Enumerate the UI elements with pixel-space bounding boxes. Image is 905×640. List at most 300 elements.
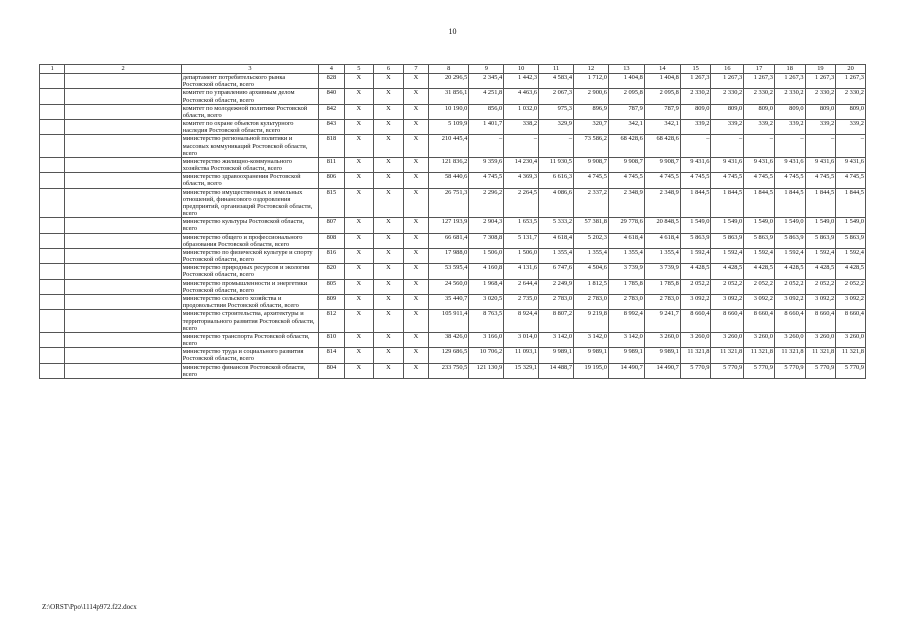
amount-cell: 2 067,3 <box>539 89 574 104</box>
amount-cell: 809,0 <box>744 104 775 119</box>
amount-cell: 2 052,2 <box>680 279 711 294</box>
amount-cell: – <box>680 135 711 158</box>
column-header: 12 <box>574 65 609 74</box>
table-row <box>40 264 866 279</box>
amount-cell: 1 355,4 <box>539 248 574 263</box>
amount-cell: 1 592,4 <box>774 248 805 263</box>
amount-cell: 2 348,9 <box>608 188 644 218</box>
column-header: 17 <box>744 65 775 74</box>
amount-cell: 5 863,9 <box>805 233 836 248</box>
marker-cell: X <box>374 89 404 104</box>
agency-code-cell: 805 <box>319 279 344 294</box>
empty-cell <box>40 310 65 333</box>
amount-cell: 896,9 <box>574 104 609 119</box>
amount-cell: – <box>836 135 866 158</box>
marker-cell: X <box>374 279 404 294</box>
table-row <box>40 74 866 89</box>
amount-cell: 1 267,3 <box>836 74 866 89</box>
empty-cell <box>65 348 181 363</box>
agency-code-cell: 807 <box>319 218 344 233</box>
amount-cell: 3 260,0 <box>744 332 775 347</box>
amount-cell: 4 618,4 <box>608 233 644 248</box>
agency-code-cell: 818 <box>319 135 344 158</box>
amount-cell: 233 750,5 <box>429 363 469 378</box>
marker-cell: X <box>403 89 428 104</box>
column-header: 16 <box>711 65 744 74</box>
empty-cell <box>40 363 65 378</box>
marker-cell: X <box>344 332 374 347</box>
amount-cell: 9 241,7 <box>644 310 680 333</box>
empty-cell <box>65 310 181 333</box>
empty-cell <box>65 264 181 279</box>
file-path-footer: Z:\ORST\Ppo\1114p972.f22.docx <box>42 603 137 611</box>
amount-cell: 8 660,4 <box>774 310 805 333</box>
amount-cell: 2 644,4 <box>504 279 539 294</box>
agency-name-cell: министерство труда и социального развития Ростовской области, всего <box>181 348 318 363</box>
amount-cell: 1 785,8 <box>608 279 644 294</box>
marker-cell: X <box>374 264 404 279</box>
amount-cell: 3 092,2 <box>680 294 711 309</box>
amount-cell: 4 618,4 <box>539 233 574 248</box>
marker-cell: X <box>403 310 428 333</box>
amount-cell: 3 142,0 <box>608 332 644 347</box>
amount-cell: 1 549,0 <box>836 218 866 233</box>
amount-cell: 4 131,6 <box>504 264 539 279</box>
marker-cell: X <box>403 279 428 294</box>
amount-cell: 210 445,4 <box>429 135 469 158</box>
amount-cell: 3 092,2 <box>774 294 805 309</box>
amount-cell: – <box>504 135 539 158</box>
amount-cell: 9 908,7 <box>574 157 609 172</box>
agency-name-cell: министерство транспорта Ростовской области, всего <box>181 332 318 347</box>
agency-code-cell: 840 <box>319 89 344 104</box>
amount-cell: 2 330,2 <box>680 89 711 104</box>
marker-cell: X <box>374 310 404 333</box>
amount-cell: 5 202,3 <box>574 233 609 248</box>
amount-cell: 4 369,3 <box>504 173 539 188</box>
column-header: 20 <box>836 65 866 74</box>
amount-cell: 2 904,3 <box>469 218 504 233</box>
empty-cell <box>65 135 181 158</box>
marker-cell: X <box>344 348 374 363</box>
amount-cell: 4 086,6 <box>539 188 574 218</box>
marker-cell: X <box>374 248 404 263</box>
empty-cell <box>65 233 181 248</box>
amount-cell: 10 190,0 <box>429 104 469 119</box>
amount-cell: 5 109,9 <box>429 120 469 135</box>
column-header: 11 <box>539 65 574 74</box>
amount-cell: 127 193,9 <box>429 218 469 233</box>
amount-cell: 4 160,8 <box>469 264 504 279</box>
amount-cell: 4 745,5 <box>608 173 644 188</box>
empty-cell <box>65 279 181 294</box>
amount-cell: 9 908,7 <box>644 157 680 172</box>
amount-cell: 342,1 <box>608 120 644 135</box>
amount-cell: 2 337,2 <box>574 188 609 218</box>
agency-name-cell: министерство промышленности и энергетики Ростовской области, всего <box>181 279 318 294</box>
amount-cell: 24 560,0 <box>429 279 469 294</box>
amount-cell: 4 745,5 <box>836 173 866 188</box>
amount-cell: 1 844,5 <box>836 188 866 218</box>
column-header: 4 <box>319 65 344 74</box>
marker-cell: X <box>344 74 374 89</box>
agency-name-cell: министерство региональной политики и массовых коммуникаций Ростовской области, всего <box>181 135 318 158</box>
amount-cell: 3 260,0 <box>644 332 680 347</box>
amount-cell: 339,2 <box>680 120 711 135</box>
marker-cell: X <box>344 363 374 378</box>
amount-cell: 9 989,1 <box>644 348 680 363</box>
amount-cell: 8 660,4 <box>711 310 744 333</box>
empty-cell <box>65 104 181 119</box>
amount-cell: 3 260,0 <box>774 332 805 347</box>
table-row <box>40 157 866 172</box>
amount-cell: 121 130,9 <box>469 363 504 378</box>
table-row <box>40 310 866 333</box>
amount-cell: 1 404,8 <box>608 74 644 89</box>
empty-cell <box>65 363 181 378</box>
amount-cell: 329,9 <box>539 120 574 135</box>
amount-cell: 8 660,4 <box>744 310 775 333</box>
amount-cell: 5 333,2 <box>539 218 574 233</box>
amount-cell: 2 052,2 <box>805 279 836 294</box>
amount-cell: 4 745,5 <box>644 173 680 188</box>
agency-code-cell: 808 <box>319 233 344 248</box>
amount-cell: 1 032,0 <box>504 104 539 119</box>
marker-cell: X <box>403 264 428 279</box>
agency-name-cell: комитет по охране объектов культурного наследия Ростовской области, всего <box>181 120 318 135</box>
empty-cell <box>65 248 181 263</box>
amount-cell: 8 660,4 <box>805 310 836 333</box>
amount-cell: 66 681,4 <box>429 233 469 248</box>
agency-code-cell: 812 <box>319 310 344 333</box>
amount-cell: 5 131,7 <box>504 233 539 248</box>
empty-cell <box>40 279 65 294</box>
amount-cell: – <box>711 135 744 158</box>
column-header: 6 <box>374 65 404 74</box>
column-header: 19 <box>805 65 836 74</box>
amount-cell: 4 428,5 <box>805 264 836 279</box>
marker-cell: X <box>344 157 374 172</box>
amount-cell: 1 267,3 <box>774 74 805 89</box>
agency-code-cell: 809 <box>319 294 344 309</box>
amount-cell: 4 745,5 <box>805 173 836 188</box>
amount-cell: 9 431,6 <box>836 157 866 172</box>
amount-cell: 4 504,6 <box>574 264 609 279</box>
amount-cell: 1 844,5 <box>744 188 775 218</box>
amount-cell: 9 219,8 <box>574 310 609 333</box>
amount-cell: 9 431,6 <box>805 157 836 172</box>
agency-name-cell: министерство общего и профессионального образования Ростовской области, всего <box>181 233 318 248</box>
agency-name-cell: министерство финансов Ростовской области, всего <box>181 363 318 378</box>
amount-cell: 1 812,5 <box>574 279 609 294</box>
table-row <box>40 188 866 218</box>
amount-cell: 1 844,5 <box>680 188 711 218</box>
amount-cell: 2 296,2 <box>469 188 504 218</box>
amount-cell: 19 195,0 <box>574 363 609 378</box>
agency-name-cell: министерство сельского хозяйства и продовольствия Ростовской области, всего <box>181 294 318 309</box>
marker-cell: X <box>403 363 428 378</box>
table-row <box>40 332 866 347</box>
table-row <box>40 233 866 248</box>
amount-cell: 4 428,5 <box>711 264 744 279</box>
marker-cell: X <box>403 135 428 158</box>
amount-cell: 1 267,3 <box>680 74 711 89</box>
amount-cell: 3 092,2 <box>711 294 744 309</box>
amount-cell: 2 095,8 <box>608 89 644 104</box>
amount-cell: 856,0 <box>469 104 504 119</box>
amount-cell: 1 968,4 <box>469 279 504 294</box>
agency-name-cell: министерство по физической культуре и спорту Ростовской области, всего <box>181 248 318 263</box>
amount-cell: 5 770,9 <box>836 363 866 378</box>
empty-cell <box>40 348 65 363</box>
amount-cell: 11 321,8 <box>836 348 866 363</box>
amount-cell: 53 595,4 <box>429 264 469 279</box>
amount-cell: 14 490,7 <box>644 363 680 378</box>
table-row <box>40 135 866 158</box>
amount-cell: 11 321,8 <box>711 348 744 363</box>
amount-cell: 1 355,4 <box>608 248 644 263</box>
column-header: 3 <box>181 65 318 74</box>
amount-cell: 2 052,2 <box>744 279 775 294</box>
marker-cell: X <box>344 89 374 104</box>
amount-cell: 68 428,6 <box>644 135 680 158</box>
amount-cell: 2 783,0 <box>539 294 574 309</box>
empty-cell <box>40 135 65 158</box>
marker-cell: X <box>403 233 428 248</box>
empty-cell <box>65 188 181 218</box>
amount-cell: 7 308,8 <box>469 233 504 248</box>
marker-cell: X <box>344 294 374 309</box>
marker-cell: X <box>403 74 428 89</box>
amount-cell: 8 924,4 <box>504 310 539 333</box>
amount-cell: 10 706,2 <box>469 348 504 363</box>
amount-cell: 4 745,5 <box>744 173 775 188</box>
amount-cell: 2 052,2 <box>836 279 866 294</box>
amount-cell: 5 770,9 <box>711 363 744 378</box>
amount-cell: 1 267,3 <box>711 74 744 89</box>
agency-code-cell: 816 <box>319 248 344 263</box>
amount-cell: 17 988,0 <box>429 248 469 263</box>
amount-cell: 2 330,2 <box>805 89 836 104</box>
empty-cell <box>40 89 65 104</box>
amount-cell: 3 739,9 <box>608 264 644 279</box>
agency-code-cell: 806 <box>319 173 344 188</box>
marker-cell: X <box>403 104 428 119</box>
column-header: 8 <box>429 65 469 74</box>
amount-cell: 3 092,2 <box>805 294 836 309</box>
column-header: 5 <box>344 65 374 74</box>
amount-cell: 2 052,2 <box>711 279 744 294</box>
agency-name-cell: комитет по управлению архивным делом Ростовской области, всего <box>181 89 318 104</box>
marker-cell: X <box>374 104 404 119</box>
amount-cell: 1 267,3 <box>744 74 775 89</box>
amount-cell: 339,2 <box>774 120 805 135</box>
amount-cell: 29 778,6 <box>608 218 644 233</box>
amount-cell: 1 785,8 <box>644 279 680 294</box>
amount-cell: 1 506,0 <box>504 248 539 263</box>
amount-cell: 9 989,1 <box>574 348 609 363</box>
amount-cell: 3 260,0 <box>836 332 866 347</box>
agency-name-cell: министерство строительства, архитектуры и территориального развития Ростовской области, всего <box>181 310 318 333</box>
amount-cell: 1 592,4 <box>711 248 744 263</box>
agency-name-cell: министерство природных ресурсов и экологии Ростовской области, всего <box>181 264 318 279</box>
amount-cell: 11 321,8 <box>805 348 836 363</box>
amount-cell: 8 807,2 <box>539 310 574 333</box>
table-body <box>40 74 866 379</box>
amount-cell: 4 745,5 <box>680 173 711 188</box>
amount-cell: 68 428,6 <box>608 135 644 158</box>
marker-cell: X <box>374 233 404 248</box>
agency-code-cell: 804 <box>319 363 344 378</box>
amount-cell: 9 431,6 <box>744 157 775 172</box>
empty-cell <box>40 188 65 218</box>
empty-cell <box>65 332 181 347</box>
empty-cell <box>40 264 65 279</box>
agency-name-cell: министерство жилищно-коммунального хозяйства Ростовской области, всего <box>181 157 318 172</box>
table-row <box>40 218 866 233</box>
amount-cell: 3 092,2 <box>836 294 866 309</box>
table-row <box>40 279 866 294</box>
amount-cell: 31 856,1 <box>429 89 469 104</box>
amount-cell: 3 260,0 <box>711 332 744 347</box>
amount-cell: 9 989,1 <box>539 348 574 363</box>
amount-cell: 1 592,4 <box>680 248 711 263</box>
amount-cell: 58 440,6 <box>429 173 469 188</box>
amount-cell: 3 014,0 <box>504 332 539 347</box>
amount-cell: 9 431,6 <box>774 157 805 172</box>
agency-code-cell: 843 <box>319 120 344 135</box>
table-row <box>40 363 866 378</box>
agency-name-cell: министерство культуры Ростовской области, всего <box>181 218 318 233</box>
amount-cell: 26 751,3 <box>429 188 469 218</box>
marker-cell: X <box>403 348 428 363</box>
empty-cell <box>40 294 65 309</box>
amount-cell: 15 329,1 <box>504 363 539 378</box>
amount-cell: 342,1 <box>644 120 680 135</box>
agency-code-cell: 828 <box>319 74 344 89</box>
amount-cell: 14 488,7 <box>539 363 574 378</box>
empty-cell <box>40 104 65 119</box>
amount-cell: 1 844,5 <box>774 188 805 218</box>
amount-cell: 1 549,0 <box>805 218 836 233</box>
amount-cell: 11 321,8 <box>744 348 775 363</box>
amount-cell: 4 745,5 <box>574 173 609 188</box>
amount-cell: 1 549,0 <box>711 218 744 233</box>
marker-cell: X <box>344 233 374 248</box>
amount-cell: 809,0 <box>805 104 836 119</box>
amount-cell: 8 763,5 <box>469 310 504 333</box>
amount-cell: 2 052,2 <box>774 279 805 294</box>
marker-cell: X <box>403 248 428 263</box>
empty-cell <box>65 120 181 135</box>
amount-cell: 1 592,4 <box>744 248 775 263</box>
agency-code-cell: 810 <box>319 332 344 347</box>
amount-cell: 129 686,5 <box>429 348 469 363</box>
amount-cell: 4 618,4 <box>644 233 680 248</box>
marker-cell: X <box>344 188 374 218</box>
budget-table <box>39 64 866 379</box>
marker-cell: X <box>403 173 428 188</box>
amount-cell: 5 770,9 <box>774 363 805 378</box>
amount-cell: 1 549,0 <box>744 218 775 233</box>
amount-cell: – <box>774 135 805 158</box>
amount-cell: – <box>539 135 574 158</box>
amount-cell: 4 745,5 <box>469 173 504 188</box>
amount-cell: 787,9 <box>608 104 644 119</box>
marker-cell: X <box>374 218 404 233</box>
marker-cell: X <box>374 348 404 363</box>
amount-cell: 4 428,5 <box>836 264 866 279</box>
amount-cell: 2 330,2 <box>711 89 744 104</box>
amount-cell: 9 431,6 <box>680 157 711 172</box>
amount-cell: 8 660,4 <box>836 310 866 333</box>
amount-cell: 4 463,6 <box>504 89 539 104</box>
amount-cell: 3 739,9 <box>644 264 680 279</box>
agency-name-cell: департамент потребительского рынка Ростовской области, всего <box>181 74 318 89</box>
amount-cell: 4 251,8 <box>469 89 504 104</box>
amount-cell: 8 992,4 <box>608 310 644 333</box>
empty-cell <box>65 218 181 233</box>
table-row <box>40 89 866 104</box>
marker-cell: X <box>403 188 428 218</box>
empty-cell <box>40 74 65 89</box>
marker-cell: X <box>403 218 428 233</box>
table-row <box>40 348 866 363</box>
empty-cell <box>65 173 181 188</box>
amount-cell: 3 260,0 <box>805 332 836 347</box>
amount-cell: 1 844,5 <box>711 188 744 218</box>
marker-cell: X <box>374 135 404 158</box>
agency-code-cell: 814 <box>319 348 344 363</box>
amount-cell: – <box>805 135 836 158</box>
amount-cell: 1 844,5 <box>805 188 836 218</box>
table-row <box>40 173 866 188</box>
amount-cell: 9 359,6 <box>469 157 504 172</box>
amount-cell: 14 490,7 <box>608 363 644 378</box>
amount-cell: 787,9 <box>644 104 680 119</box>
amount-cell: 4 428,5 <box>774 264 805 279</box>
column-header: 7 <box>403 65 428 74</box>
marker-cell: X <box>374 173 404 188</box>
amount-cell: 1 355,4 <box>574 248 609 263</box>
amount-cell: 1 506,0 <box>469 248 504 263</box>
page-number: 10 <box>448 27 457 36</box>
header-row <box>40 65 866 74</box>
column-header: 1 <box>40 65 65 74</box>
amount-cell: 1 712,0 <box>574 74 609 89</box>
empty-cell <box>40 233 65 248</box>
agency-code-cell: 820 <box>319 264 344 279</box>
amount-cell: 1 653,5 <box>504 218 539 233</box>
amount-cell: 3 260,0 <box>680 332 711 347</box>
amount-cell: 11 321,8 <box>774 348 805 363</box>
empty-cell <box>40 332 65 347</box>
amount-cell: 339,2 <box>805 120 836 135</box>
amount-cell: 11 093,1 <box>504 348 539 363</box>
amount-cell: 2 900,6 <box>574 89 609 104</box>
amount-cell: 3 142,0 <box>539 332 574 347</box>
amount-cell: 5 863,9 <box>836 233 866 248</box>
table-row <box>40 294 866 309</box>
marker-cell: X <box>403 120 428 135</box>
agency-name-cell: министерство здравоохранения Ростовской области, всего <box>181 173 318 188</box>
amount-cell: 9 989,1 <box>608 348 644 363</box>
empty-cell <box>65 294 181 309</box>
amount-cell: 320,7 <box>574 120 609 135</box>
amount-cell: 4 745,5 <box>774 173 805 188</box>
marker-cell: X <box>344 104 374 119</box>
amount-cell: 73 586,2 <box>574 135 609 158</box>
